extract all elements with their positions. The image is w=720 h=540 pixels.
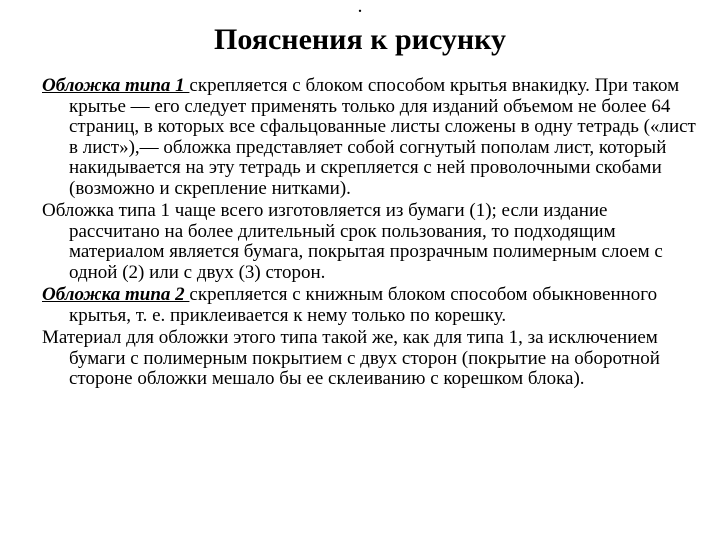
paragraph-body: скрепляется с книжным блоком способом обыкновенного крытья, т. е. приклеивается к нему только по корешку. [69,284,658,326]
top-mark: . [357,0,363,17]
page-title: Пояснения к рисунку [213,23,507,56]
paragraph-body: Обложка типа 1 чаще всего изготовляется из бумаги (1); если издание рассчитано на более длительный срок пользования, то подходящим материалом является бумага, покрытая прозрачным полимерным слоем с одной (2) или с двух (3) сторон. [42,200,663,283]
paragraph-lead: Обложка типа 2 [42,284,190,305]
paragraph-cover-type-1-material [42,201,696,283]
paragraph-lead: Обложка типа 1 [42,75,190,96]
paragraph-cover-type-1 [42,76,696,199]
paragraph-body: Материал для обложки этого типа такой же, как для типа 1, за исключением бумаги с полимерным покрытием с двух сторон (покрытие на оборотной стороне обложки мешало бы ее склеиванию с корешком блока). [42,327,660,389]
paragraph-cover-type-2 [42,285,696,326]
paragraph-cover-type-2-material [42,328,696,390]
paragraph-body: скрепляется с блоком способом крытья внакидку. При таком крытье — его следует применять только для изданий объемом не более 64 страниц, в которых все сфальцованные листы сложены в одну тетрадь («лист в лист»),— обложка представляет собой согнутый пополам лист, который накидывается на эту тетрадь и скрепляется с ней проволочными скобами (возможно и скрепление нитками). [69,75,696,199]
explanation-text [42,76,696,392]
